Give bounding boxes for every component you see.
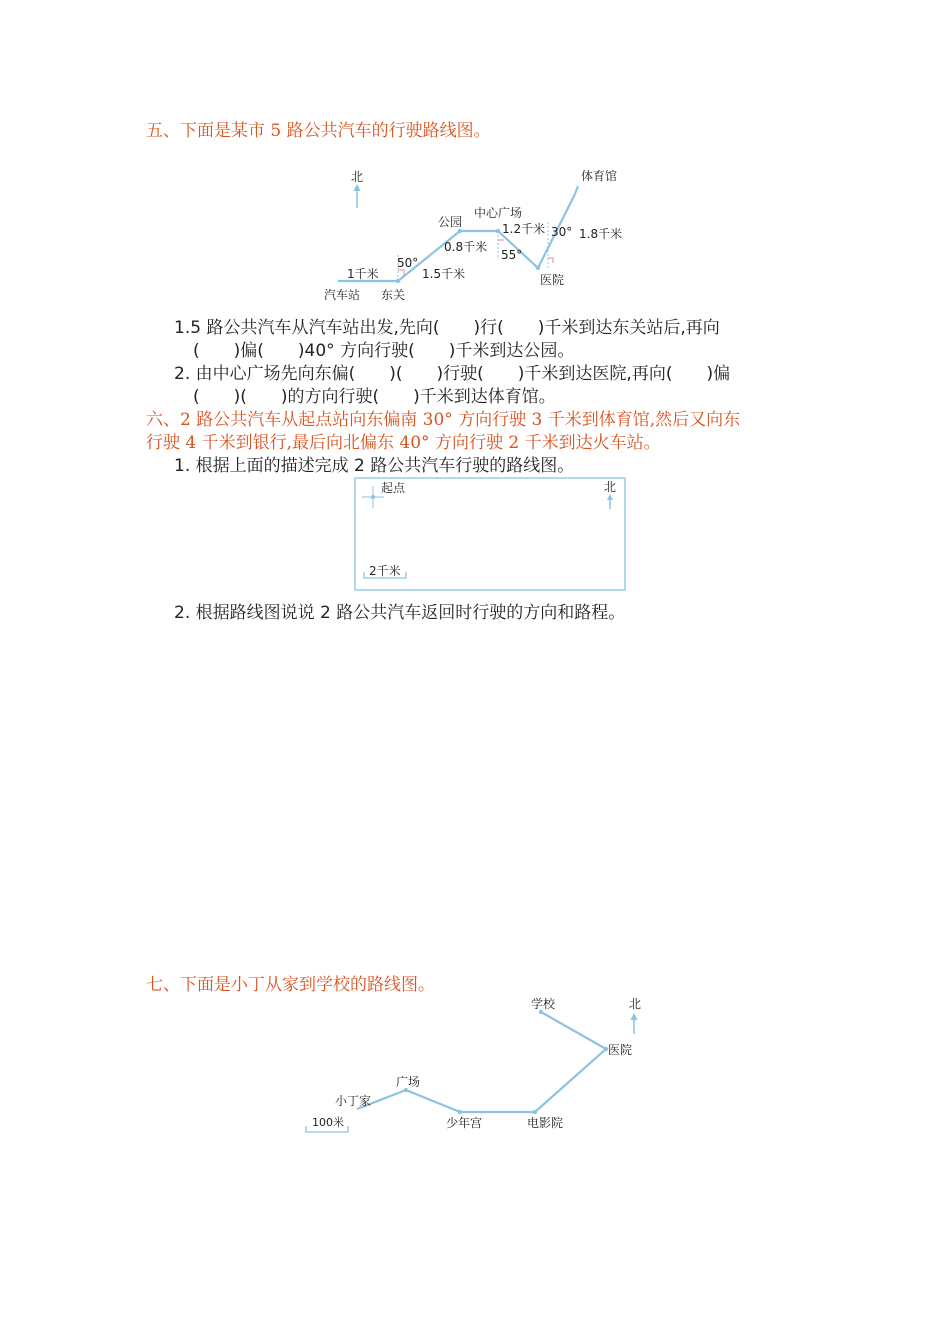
xd-school-label: 学校: [531, 997, 556, 1011]
station-hospital: 医院: [540, 273, 565, 287]
s5-q1-line2: ( )偏( )40° 方向行驶( )千米到达公园。: [193, 341, 575, 361]
box-start-label: 起点: [381, 481, 406, 495]
xd-square-label: 广场: [396, 1075, 421, 1089]
xd-scale-label: 100米: [312, 1116, 344, 1129]
station-bus-station: 汽车站: [324, 288, 361, 302]
angle-50: 50°: [397, 256, 419, 270]
xd-north-arrow-icon: [631, 1013, 638, 1034]
distance-2: 1.5千米: [422, 267, 466, 281]
xd-hospital-label: 医院: [608, 1043, 633, 1057]
xd-youth-palace-label: 少年宫: [446, 1116, 483, 1130]
distance-4: 1.2千米: [502, 222, 546, 236]
xd-home-label: 小丁家: [335, 1094, 372, 1108]
s5-q2-line1: 2. 由中心广场先向东偏( )( )行驶( )千米到达医院,再向( )偏: [174, 364, 731, 384]
s6-q2: 2. 根据路线图说说 2 路公共汽车返回时行驶的方向和路程。: [174, 603, 626, 623]
box-north-label: 北: [604, 480, 617, 494]
xd-route-line[interactable]: [357, 1012, 606, 1112]
station-park: 公园: [438, 215, 463, 229]
distance-3: 0.8千米: [444, 240, 488, 254]
station-center-square: 中心广场: [474, 206, 523, 220]
distance-5: 1.8千米: [579, 227, 623, 241]
station-dongguan: 东关: [381, 288, 406, 302]
s6-q1: 1. 根据上面的描述完成 2 路公共汽车行驶的路线图。: [174, 456, 575, 476]
station-stadium: 体育馆: [581, 169, 618, 183]
angle-30: 30°: [551, 225, 573, 239]
section5-heading: 五、下面是某市 5 路公共汽车的行驶路线图。: [146, 121, 491, 141]
xd-north-label: 北: [629, 997, 642, 1011]
north-label: 北: [351, 170, 364, 184]
section6-heading-line2: 行驶 4 千米到银行,最后向北偏东 40° 方向行驶 2 千米到达火车站。: [146, 433, 661, 453]
distance-1: 1千米: [347, 267, 379, 281]
section6-heading-line1: 六、2 路公共汽车从起点站向东偏南 30° 方向行驶 3 千米到体育馆,然后又向东: [146, 410, 741, 430]
north-arrow-icon: [354, 184, 361, 208]
s5-q2-line2: ( )( )的方向行驶( )千米到达体育馆。: [193, 387, 556, 407]
s5-q1-line1: 1.5 路公共汽车从汽车站出发,先向( )行( )千米到达东关站后,再向: [174, 318, 720, 338]
section7-heading: 七、下面是小丁从家到学校的路线图。: [146, 975, 435, 995]
angle-55: 55°: [501, 248, 523, 262]
xd-cinema-label: 电影院: [527, 1116, 564, 1130]
box-scale-label: 2千米: [369, 564, 401, 578]
